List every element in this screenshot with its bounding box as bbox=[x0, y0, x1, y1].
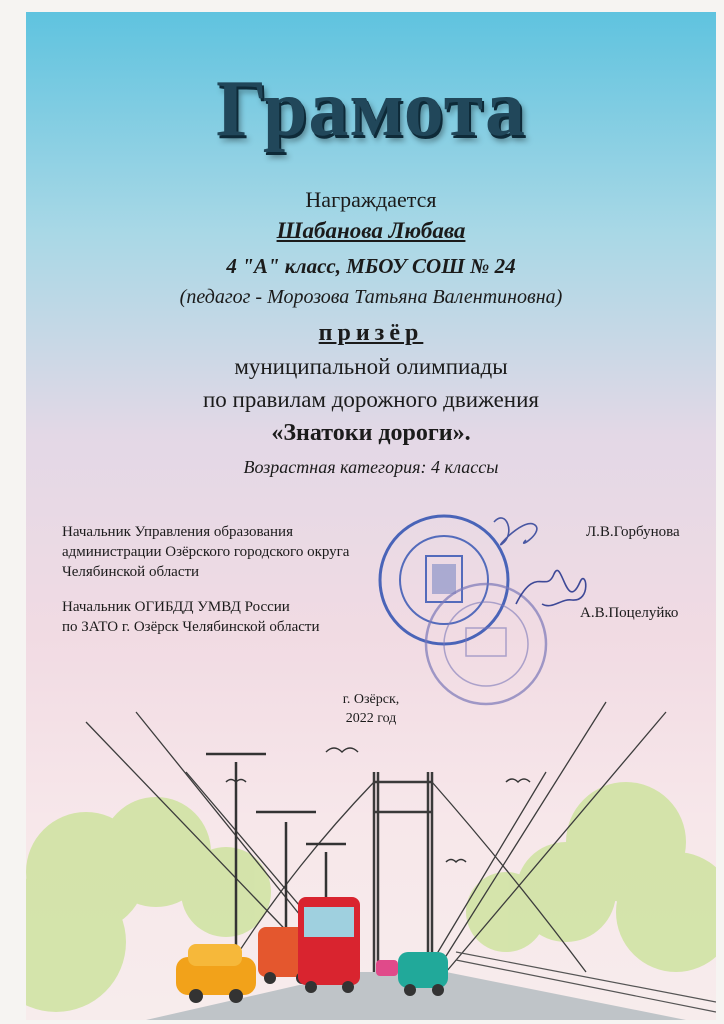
trees-right bbox=[466, 782, 716, 972]
bus-red bbox=[298, 897, 360, 993]
competition-line-1: муниципальной олимпиады bbox=[234, 354, 508, 379]
signatory-1-line-1: Начальник Управления образования bbox=[62, 524, 293, 540]
car-yellow bbox=[176, 944, 256, 1003]
competition-line-2: по правилам дорожного движения bbox=[202, 387, 540, 412]
signatory-1-name: Л.В.Горбунова bbox=[586, 524, 680, 540]
recipient-name: Шабанова Любава bbox=[276, 218, 466, 243]
certificate-sheet bbox=[26, 12, 716, 1020]
car-pink bbox=[376, 960, 398, 976]
signatory-2-line-1: Начальник ОГИБДД УМВД России bbox=[62, 599, 290, 615]
awarded-text: Награждается bbox=[305, 187, 437, 212]
signatory-2-name: А.В.Поцелуйко bbox=[580, 605, 679, 621]
city: г. Озёрск, bbox=[342, 692, 400, 707]
teacher-name: (педагог - Морозова Татьяна Валентиновна) bbox=[179, 286, 563, 308]
bridge-illustration bbox=[26, 12, 716, 1020]
bridge-towers bbox=[374, 772, 432, 972]
signatory-1-line-2: администрации Озёрского городского округа bbox=[62, 544, 350, 560]
signatory-2-line-2: по ЗАТО г. Озёрск Челябинской области bbox=[62, 619, 320, 635]
age-category: Возрастная категория: 4 классы bbox=[243, 457, 499, 477]
prize-title: призёр bbox=[318, 320, 424, 346]
year: 2022 год bbox=[345, 711, 397, 726]
class-school: 4 "А" класс, МБОУ СОШ № 24 bbox=[226, 254, 516, 278]
competition-name: «Знатоки дороги». bbox=[271, 420, 471, 446]
signatory-1-line-3: Челябинской области bbox=[62, 564, 200, 580]
certificate-title: Грамота bbox=[215, 65, 526, 153]
